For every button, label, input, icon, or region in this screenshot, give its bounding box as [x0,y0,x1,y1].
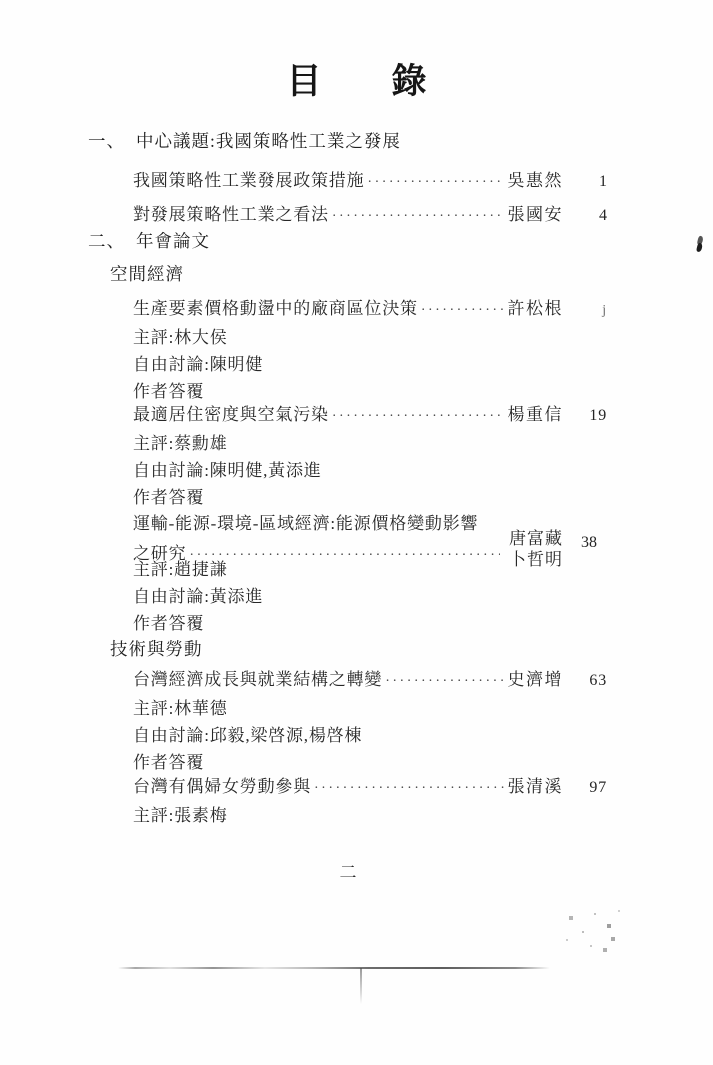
entry-detail: 作者答覆 [133,488,205,507]
entry-detail: 作者答覆 [133,753,205,772]
entry-detail: 自由討論:陳明健 [133,355,264,374]
scan-artifact-streak [118,967,550,969]
dot-leader [367,171,504,191]
entry-page-number: 63 [589,672,607,689]
entry-author: 吳惠然 [507,171,563,190]
dot-leader [314,776,505,800]
entry-page-number: 38 [581,533,597,551]
entry-author: 楊重信 [507,405,563,424]
entry-title: 生產要素價格動盪中的廠商區位決策 [133,299,418,318]
entry-detail: 自由討論:陳明健,黃添進 [133,461,322,480]
entry-detail: 作者答覆 [133,382,205,401]
entry-title: 最適居住密度與空氣污染 [133,405,329,424]
toc-entry [133,200,607,225]
entry-title-line2: 之研究 [133,544,187,563]
entry-author: 卜哲明 [509,550,563,569]
subsection-heading [110,261,184,286]
scan-artifact-mark [696,243,703,253]
entry-detail: 自由討論:黃添進 [133,587,264,606]
entry-detail: 自由討論:邱毅,梁啓源,楊啓棟 [133,726,363,745]
entry-author: 唐富藏 [509,529,563,548]
section-heading-2 [88,228,210,253]
scan-artifact-speckles [560,905,562,907]
subsection-title: 技術與勞動 [110,639,203,659]
entry-author: 史濟增 [507,670,563,689]
entry-detail: 主評:林華德 [133,699,228,718]
toc-entry-multiline [133,509,607,569]
entry-page-number: j [602,303,607,318]
entry-detail: 主評:趙捷謙 [133,560,228,579]
section-number: 一、 [88,131,125,151]
paper-block [133,404,607,514]
dot-leader [421,298,505,322]
paper-block [133,298,607,408]
entry-title: 我國策略性工業發展政策措施 [133,171,365,190]
toc-entry [133,404,607,428]
paper-block [133,669,607,779]
dot-leader [332,205,505,225]
entry-title: 台灣經濟成長與就業結構之轉變 [133,670,383,689]
toc-entry [133,776,607,800]
section-title: 中心議題:我國策略性工業之發展 [136,131,401,151]
entry-author: 張清溪 [507,777,563,796]
entry-page-number: 1 [599,173,607,190]
folio-page-number: 二 [339,863,359,882]
toc-entry [133,166,607,191]
entry-page-number: 97 [589,779,607,796]
toc-entry [133,669,607,693]
subsection-title: 空間經濟 [110,264,184,284]
paper-block [133,776,607,832]
entry-author: 張國安 [507,205,563,224]
dot-leader [332,404,505,428]
entry-page-number: 19 [589,407,607,424]
page-title: 目 錄 [286,62,427,101]
entry-detail: 主評:林大侯 [133,328,228,347]
dot-leader [385,669,504,693]
scan-artifact-vertical-line [360,968,362,1004]
entry-detail: 作者答覆 [133,614,205,633]
entry-detail: 主評:張素梅 [133,806,228,825]
paper-block [133,509,607,569]
section-title: 年會論文 [136,231,210,251]
entry-detail: 主評:蔡勳雄 [133,434,228,453]
subsection-heading [110,636,203,661]
section-1-entries [133,166,607,225]
toc-entry [133,298,607,322]
entry-title-line1: 運輸-能源-環境-區域經濟:能源價格變動影響 [133,514,479,533]
paper-block-details [133,559,607,640]
entry-author: 許松根 [507,299,563,318]
entry-title: 對發展策略性工業之看法 [133,205,329,224]
entry-page-number: 4 [599,207,607,224]
section-heading-1 [88,128,401,153]
section-number: 二、 [88,231,125,251]
entry-title: 台灣有偶婦女勞動參與 [133,777,311,796]
